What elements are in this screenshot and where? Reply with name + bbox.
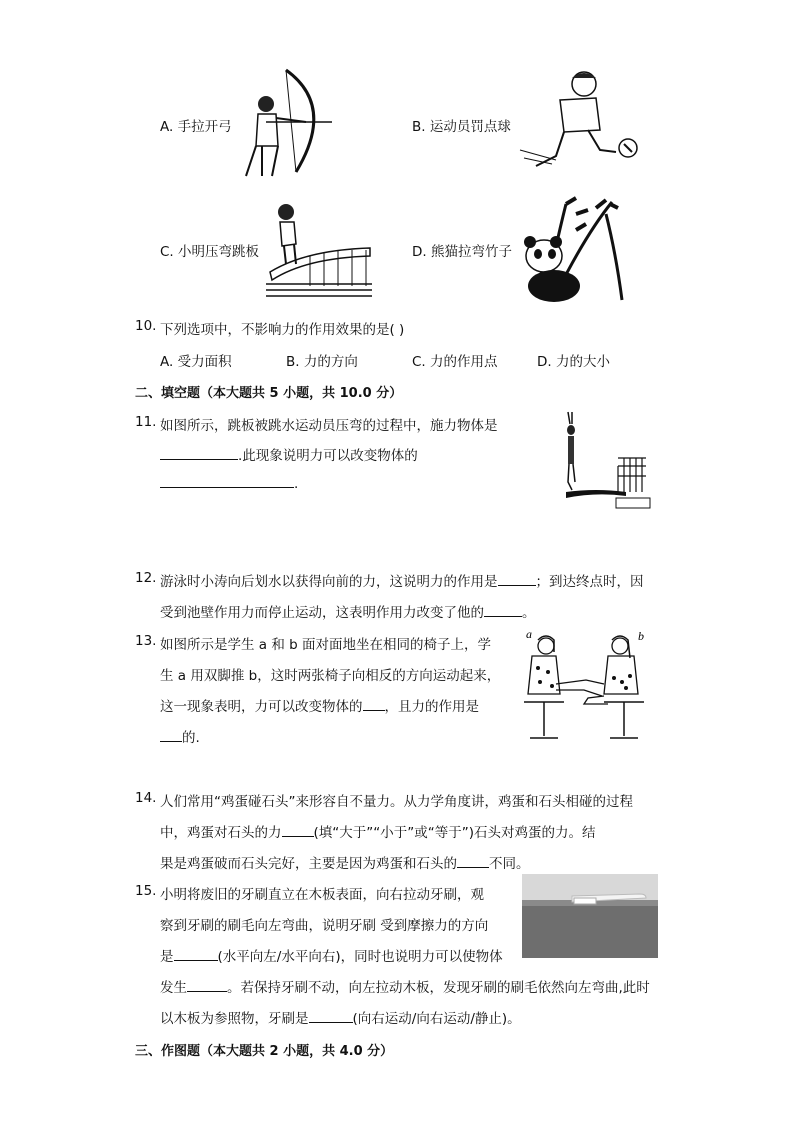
q12-number: 12. — [135, 570, 157, 586]
toothbrush-photo — [522, 874, 658, 958]
option-b-label: B. 运动员罚点球 — [412, 119, 511, 135]
q11-blank-2[interactable] — [160, 474, 294, 488]
q15-line5: 以木板为参照物，牙刷是 (向右运动/向右运动/静止)。 — [160, 1011, 521, 1027]
students-chairs-figure — [516, 624, 652, 744]
q13-line3: 这一现象表明，力可以改变物体的 ，且力的作用是 — [160, 699, 479, 715]
q15-line3: 是 (水平向左/水平向右)，同时也说明力可以使物体 — [160, 949, 503, 965]
q11-number: 11. — [135, 414, 157, 430]
q13-blank-1[interactable] — [363, 697, 385, 711]
q15-blank-1[interactable] — [174, 947, 218, 961]
q10-number: 10. — [135, 318, 157, 334]
q15-blank-3[interactable] — [309, 1009, 353, 1023]
q13-line2: 生 a 用双脚推 b，这时两张椅子向相反的方向运动起来， — [160, 668, 501, 684]
q14-line1: 人们常用“鸡蛋碰石头”来形容自不量力。从力学角度讲，鸡蛋和石头相碰的过程 — [160, 794, 633, 810]
q15-number: 15. — [135, 883, 157, 899]
q14-line2: 中，鸡蛋对石头的力 (填“大于”“小于”或“等于”)石头对鸡蛋的力。结 — [160, 825, 596, 841]
q12-line1: 游泳时小涛向后划水以获得向前的力，这说明力的作用是 ；到达终点时，因 — [160, 574, 644, 590]
label-b: b — [638, 629, 644, 643]
option-a-label: A. 手拉开弓 — [160, 119, 232, 135]
q10-stem: 下列选项中，不影响力的作用效果的是( ) — [160, 322, 405, 338]
soccer-kick-figure — [516, 68, 640, 176]
archer-figure — [236, 66, 336, 178]
section-3-heading: 三、作图题（本大题共 2 小题，共 4.0 分） — [135, 1044, 394, 1059]
q15-line1: 小明将废旧的牙刷直立在木板表面，向右拉动牙刷，观 — [160, 887, 484, 903]
option-c-label: C. 小明压弯跳板 — [160, 244, 260, 260]
q15-blank-2[interactable] — [187, 978, 227, 992]
panda-bamboo-figure — [516, 194, 628, 304]
q11-line2: .此现象说明力可以改变物体的 — [160, 444, 418, 464]
q14-blank-2[interactable] — [457, 854, 489, 868]
q12-line2: 受到池壁作用力而停止运动，这表明作用力改变了他的 。 — [160, 605, 536, 621]
q15-line2: 察到牙刷的刷毛向左弯曲，说明牙刷 受到摩擦力的方向 — [160, 918, 489, 934]
q14-blank-1[interactable] — [282, 823, 314, 837]
q13-line4: 的. — [160, 726, 200, 746]
q10-option-b: B. 力的方向 — [286, 354, 358, 370]
q12-blank-2[interactable] — [484, 603, 522, 617]
q10-option-a: A. 受力面积 — [160, 354, 232, 370]
q13-blank-2[interactable] — [160, 728, 182, 742]
q14-number: 14. — [135, 790, 157, 806]
q15-line4: 发生 。若保持牙刷不动，向左拉动木板，发现牙刷的刷毛依然向左弯曲,此时 — [160, 980, 650, 996]
q14-line3: 果是鸡蛋破而石头完好，主要是因为鸡蛋和石头的 不同。 — [160, 856, 530, 872]
label-a: a — [526, 627, 532, 641]
q11-blank-1[interactable] — [160, 446, 238, 460]
q12-blank-1[interactable] — [498, 572, 536, 586]
diver-figure — [556, 410, 652, 514]
q11-line1: 如图所示，跳板被跳水运动员压弯的过程中，施力物体是 — [160, 418, 498, 434]
q10-option-d: D. 力的大小 — [537, 354, 610, 370]
q11-line3: . — [160, 474, 298, 492]
option-d-label: D. 熊猫拉弯竹子 — [412, 244, 512, 260]
section-2-heading: 二、填空题（本大题共 5 小题，共 10.0 分） — [135, 386, 403, 401]
q10-option-c: C. 力的作用点 — [412, 354, 498, 370]
q13-line1: 如图所示是学生 a 和 b 面对面地坐在相同的椅子上，学 — [160, 637, 492, 653]
q13-number: 13. — [135, 633, 157, 649]
diving-board-figure — [266, 200, 372, 298]
